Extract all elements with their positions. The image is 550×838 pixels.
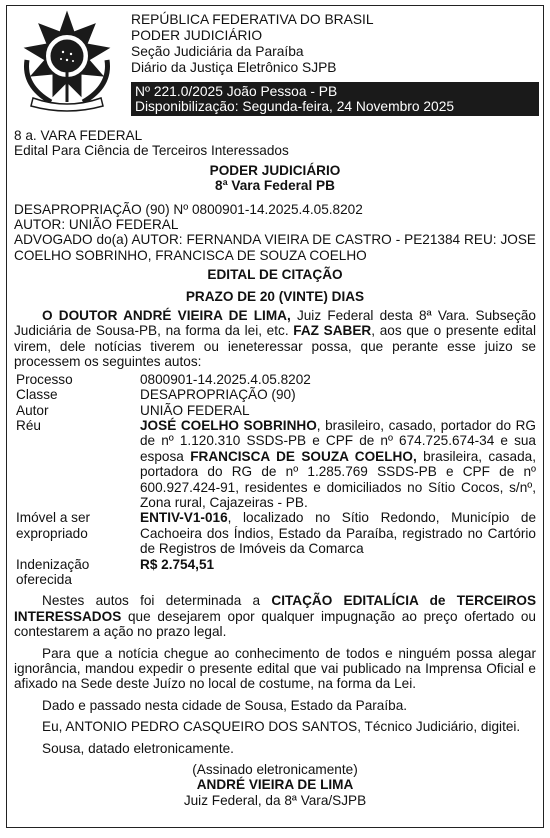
citation-bold: CITAÇÃO EDITALÍCIA de TERCEIROS INTERESSADOS <box>14 593 537 624</box>
opening-text-2: , aos que o presente edital virem, dele notícias tiverem ou ieneteressar possa, que perante esse juizo se processem os seguintes autos: <box>14 323 537 370</box>
detail-row-processo <box>14 372 536 387</box>
processo-value: 0800901-14.2025.4.05.8202 <box>140 371 311 387</box>
imovel-value <box>140 510 536 556</box>
header-line-poder: PODER JUDICIÁRIO <box>131 28 263 43</box>
publication-paragraph: Para que a notícia chegue ao conhecimento de todos e ninguém possa alegar ignorância, mandou expedir o presente edital que vai publicado na Imprensa Oficial e afixado na Sede deste Juízo no local de costume, na forma da Lei. <box>14 645 536 692</box>
autor-value: UNIÃO FEDERAL <box>140 402 250 418</box>
reu-label: Réu <box>16 417 41 433</box>
datado-paragraph: Sousa, datado eletronicamente. <box>42 740 234 756</box>
opening-text-1: Juiz Federal desta 8ª Vara. Subseção Judiciária de Sousa-PB, na forma da lei, etc. <box>14 308 536 339</box>
vara-heading: 8ª Vara Federal PB <box>215 178 335 194</box>
edital-type-line: Edital Para Ciência de Terceiros Interessados <box>14 143 289 159</box>
signature-name: ANDRÉ VIEIRA DE LIMA <box>196 777 354 793</box>
processo-label: Processo <box>16 371 73 387</box>
faz-saber-bold: FAZ SABER <box>293 323 372 339</box>
opening-paragraph <box>14 308 536 370</box>
header-line-republica: REPÚBLICA FEDERATIVA DO BRASIL <box>131 12 374 27</box>
reu-value <box>140 418 536 510</box>
reu-text-1: , brasileiro, casado, portador do RG de nº 1.120.310 SSDS-PB e CPF de nº 674.725.674-34 e sua esposa <box>140 417 536 464</box>
header-line-secao: Seção Judiciária da Paraíba <box>131 44 304 59</box>
detail-row-imovel <box>14 510 536 556</box>
digitei-paragraph: Eu, ANTONIO PEDRO CASQUEIRO DOS SANTOS, Técnico Judiciário, digitei. <box>42 719 521 735</box>
reu-name-2: FRANCISCA DE SOUZA COELHO, <box>190 448 417 464</box>
case-number-line: DESAPROPRIAÇÃO (90) Nº 0800901-14.2025.4.05.8202 <box>14 201 363 217</box>
classe-label: Classe <box>16 387 58 403</box>
edital-title: EDITAL DE CITAÇÃO <box>207 267 343 283</box>
indenizacao-label: Indenização oferecida <box>16 556 90 587</box>
issue-number: Nº 221.0/2025 João Pessoa - PB <box>135 84 338 99</box>
imovel-text: , localizado no Sítio Redondo, Município de Cachoeira dos Índios, Estado da Paraíba, registrado no Cartório de Registros de Imóveis da Comarca <box>140 510 536 557</box>
issue-banner <box>131 82 539 116</box>
autor-label: Autor <box>16 402 49 418</box>
issue-date: Disponibilização: Segunda-feira, 24 Novembro 2025 <box>135 99 455 114</box>
gazette-page <box>6 5 544 828</box>
dado-paragraph: Dado e passado nesta cidade de Sousa, Estado da Paraíba. <box>42 697 408 713</box>
vara-line: 8 a. VARA FEDERAL <box>14 128 143 143</box>
reu-text-2: brasileira, casada, portadora do RG de nº 1.285.769 SSDS-PB e CPF de nº 600.927.424-91, residentes e domiciliados no Sítio Cocos, s/nº, Zona rural, Cajazeiras - PB. <box>140 448 536 510</box>
citation-text-1: Nestes autos foi determinada a <box>42 593 272 609</box>
header-text <box>131 12 374 76</box>
prazo-title: PRAZO DE 20 (VINTE) DIAS <box>185 288 365 304</box>
brazil-coat-of-arms-icon <box>17 10 117 114</box>
imovel-label: Imóvel a ser expropriado <box>16 510 91 541</box>
citation-text-2: que desejarem opor qualquer impugnação ao preço ofertado ou contestarem a ação no prazo legal. <box>14 608 536 640</box>
case-author-line: AUTOR: UNIÃO FEDERAL <box>14 217 179 233</box>
reu-name-1: JOSÉ COELHO SOBRINHO <box>140 417 317 433</box>
case-lawyer-line: ADVOGADO do(a) AUTOR: FERNANDA VIEIRA DE CASTRO - PE21384 REU: JOSE COELHO SOBRINHO, FRANCISCA DE SOUZA COELHO <box>14 232 536 263</box>
detail-row-indenizacao <box>14 557 536 588</box>
judge-name-bold: O DOUTOR ANDRÉ VIEIRA DE LIMA, <box>42 308 291 324</box>
case-details-table <box>14 372 536 588</box>
citation-paragraph <box>14 593 536 639</box>
edital-body <box>7 120 543 808</box>
detail-row-autor <box>14 403 536 418</box>
classe-value: DESAPROPRIAÇÃO (90) <box>140 387 296 403</box>
gazette-header <box>7 6 543 120</box>
header-line-diario: Diário da Justiça Eletrônico SJPB <box>131 60 337 75</box>
detail-row-reu <box>14 418 536 510</box>
detail-row-classe <box>14 387 536 402</box>
signature-role: Juiz Federal, da 8ª Vara/SJPB <box>183 792 367 808</box>
signature-note: (Assinado eletronicamente) <box>192 762 358 778</box>
indenizacao-value: R$ 2.754,51 <box>140 556 215 572</box>
poder-heading: PODER JUDICIÁRIO <box>209 162 341 178</box>
imovel-code: ENTIV-V1-016 <box>140 510 228 526</box>
